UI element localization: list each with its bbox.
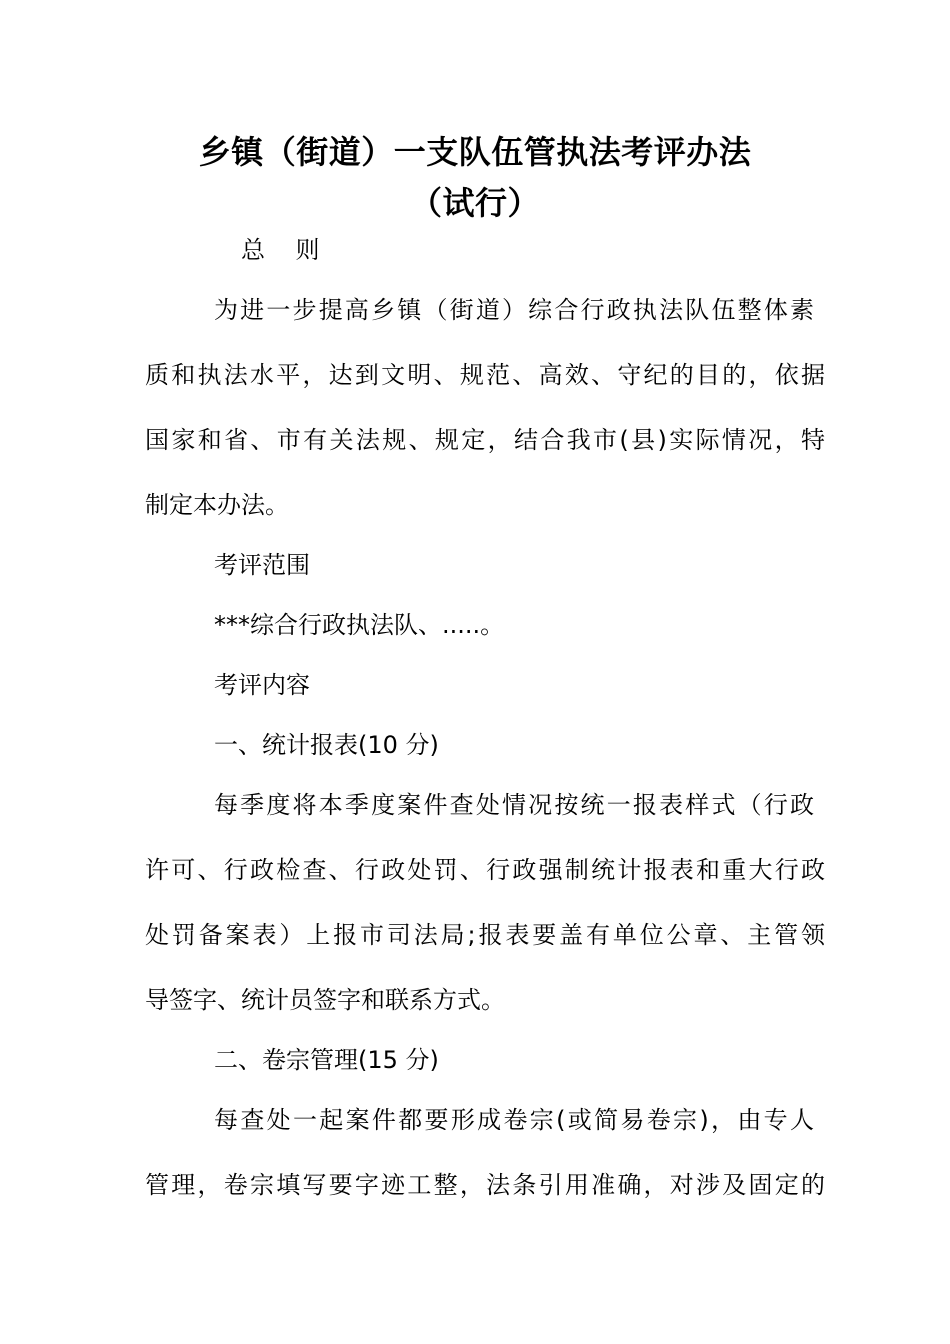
paragraph-line: 处罚备案表）上报市司法局;报表要盖有单位公章、主管领 [145, 921, 825, 949]
paragraph-line: 导签字、统计员签字和联系方式。 [145, 986, 505, 1014]
paragraph-line: 国家和省、市有关法规、规定，结合我市(县)实际情况，特 [145, 426, 825, 454]
section-heading-general: 总 则 [241, 236, 320, 264]
paragraph-line: 制定本办法。 [145, 491, 289, 519]
paragraph-line: 每查处一起案件都要形成卷宗(或简易卷宗)，由专人 [214, 1106, 814, 1134]
paragraph-line: 为进一步提高乡镇（街道）综合行政执法队伍整体素 [214, 296, 814, 324]
paragraph-line: 管理，卷宗填写要字迹工整，法条引用准确，对涉及固定的 [145, 1171, 825, 1199]
section-heading-scope: 考评范围 [214, 551, 310, 579]
document-title: 乡镇（街道）一支队伍管执法考评办法 [198, 133, 752, 171]
section-heading-content: 考评内容 [214, 671, 310, 699]
scope-text: ***综合行政执法队、.....。 [214, 611, 505, 639]
paragraph-line: 每季度将本季度案件查处情况按统一报表样式（行政 [214, 791, 814, 819]
paragraph-line: 许可、行政检查、行政处罚、行政强制统计报表和重大行政 [145, 856, 825, 884]
document-title-subtitle: （试行） [409, 184, 540, 222]
item-heading-statistics: 一、统计报表(10 分) [214, 731, 439, 759]
paragraph-line: 质和执法水平，达到文明、规范、高效、守纪的目的，依据 [145, 361, 825, 389]
item-heading-files: 二、卷宗管理(15 分) [214, 1046, 439, 1074]
